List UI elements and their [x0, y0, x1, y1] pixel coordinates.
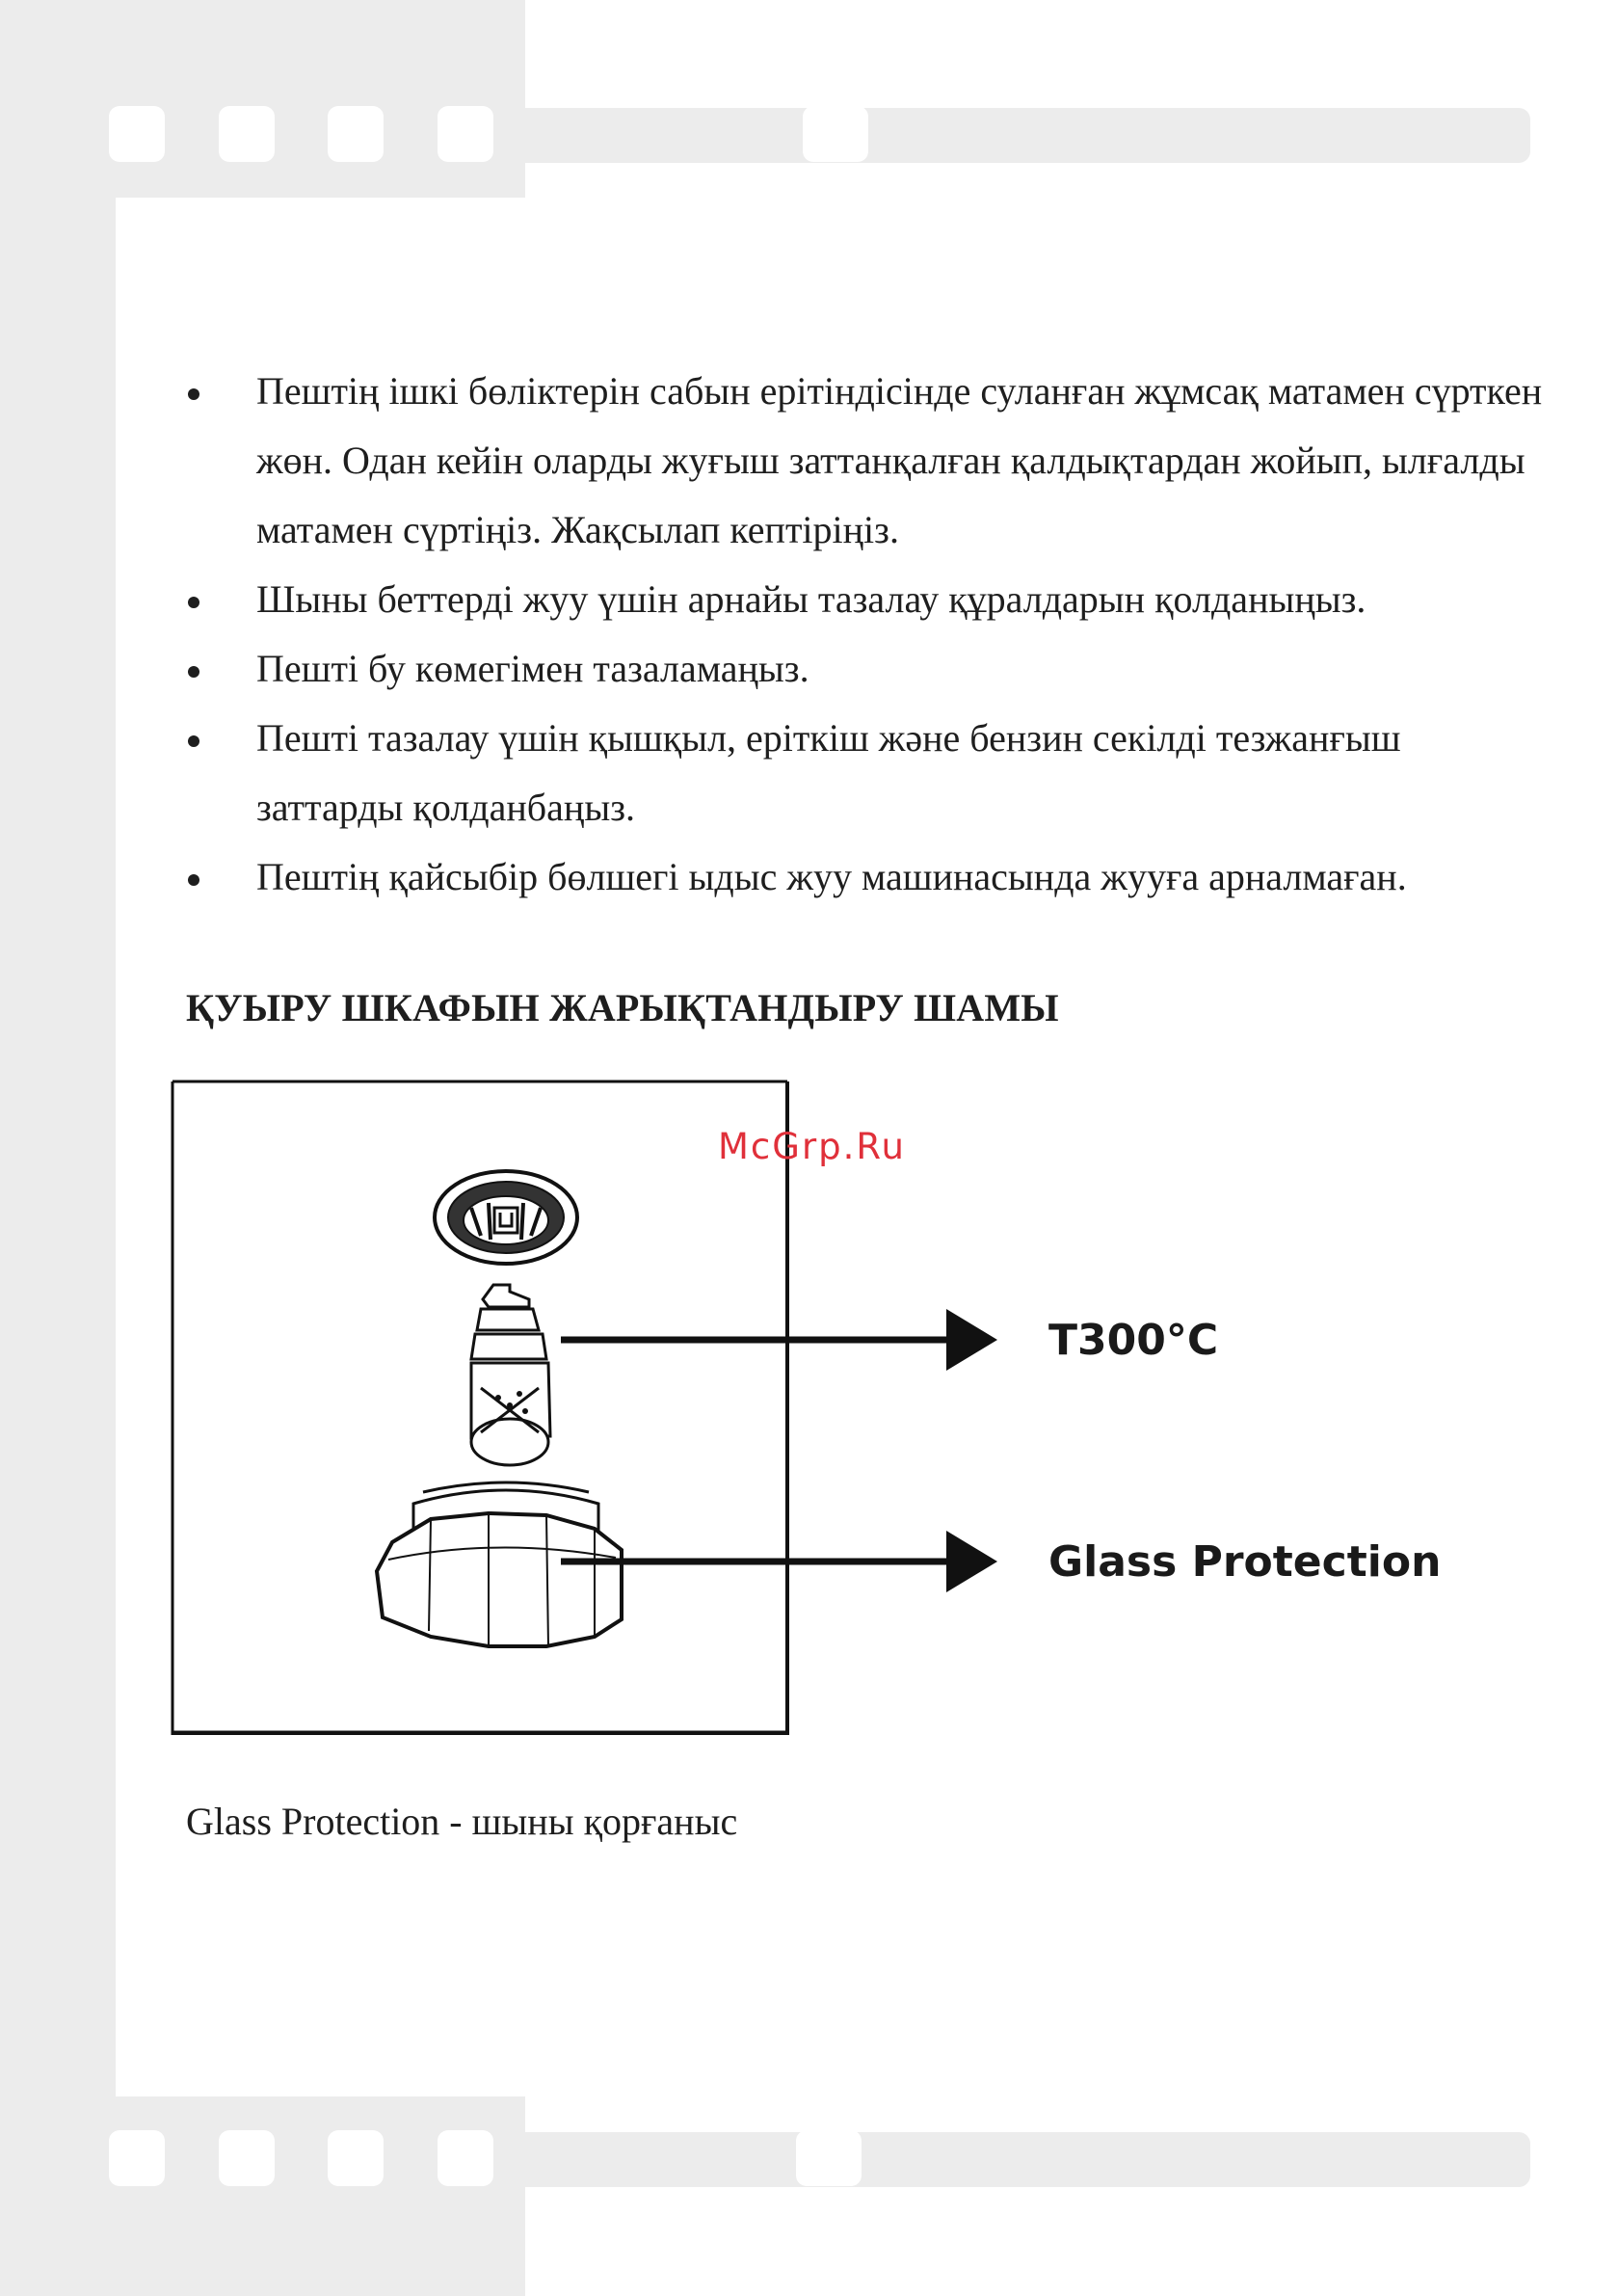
film-hole: [796, 2130, 862, 2186]
bullet-icon: [188, 874, 199, 886]
glass-protection-label: Glass Protection: [1048, 1537, 1442, 1587]
list-item: Пештің ішкі бөліктерін сабын ерітіндісінде суланған жұмсақ матамен сүрткен жөн. Одан кейін оларды жуғыш заттанқалған қалдықтардан жойып, ылғалды матамен сүртіңіз. Жақсылап кептіріңіз.: [183, 357, 1552, 565]
page-frame-bottom-strip: [525, 2132, 1530, 2187]
page-frame-top-block: [0, 0, 525, 198]
arrow-to-glass-protection-icon: [561, 1531, 997, 1592]
list-item: Пештің қайсыбір бөлшегі ыдыс жуу машинасында жууға арналмаған.: [183, 842, 1552, 912]
page-frame-bottom-block: [0, 2096, 525, 2296]
lamp-bulb-icon: [471, 1285, 550, 1465]
film-hole: [803, 106, 868, 162]
lamp-socket-icon: [435, 1171, 577, 1264]
temperature-label: T300°C: [1048, 1316, 1219, 1365]
cleaning-instructions-list: [183, 357, 1552, 912]
page-frame-left-bar: [0, 0, 116, 2296]
film-hole: [438, 106, 493, 162]
section-heading: ҚУЫРУ ШКАФЫН ЖАРЫҚТАНДЫРУ ШАМЫ: [186, 986, 1059, 1029]
bullet-icon: [188, 666, 199, 678]
list-item: Пешті бу көмегімен тазаламаңыз.: [183, 634, 1552, 704]
bullet-icon: [188, 735, 199, 747]
arrow-to-temperature-icon: [561, 1309, 997, 1371]
film-hole: [109, 106, 165, 162]
list-item: Пешті тазалау үшін қышқыл, еріткіш және бензин секілді тезжанғыш заттарды қолданбаңыз.: [183, 704, 1552, 842]
watermark-text: McGrp.Ru: [718, 1126, 906, 1167]
list-item: Шыны беттерді жуу үшін арнайы тазалау құралдарын қолданыңыз.: [183, 565, 1552, 634]
film-hole: [328, 106, 384, 162]
bullet-icon: [188, 388, 199, 400]
oven-lamp-diagram: [171, 1080, 1423, 1735]
figure-caption: Glass Protection - шыны қорғаныс: [186, 1800, 738, 1843]
film-hole: [109, 2130, 165, 2186]
film-hole: [219, 106, 275, 162]
bullet-icon: [188, 597, 199, 608]
film-hole: [219, 2130, 275, 2186]
page-frame-top-strip: [525, 108, 1530, 163]
film-hole: [328, 2130, 384, 2186]
film-hole: [438, 2130, 493, 2186]
